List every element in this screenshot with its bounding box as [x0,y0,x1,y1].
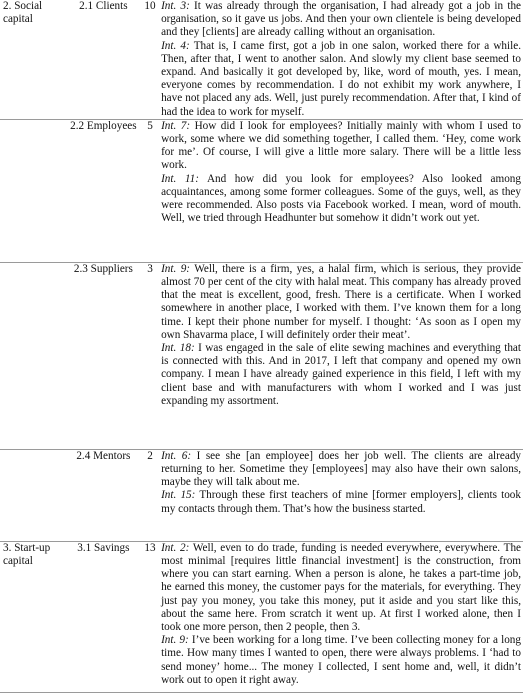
interview-label: Int. 6: [161,449,192,462]
category-cell: 3. Start-up capital [0,541,64,692]
quote [161,120,521,173]
quotes-cell [157,119,523,262]
category-cell [0,119,64,262]
count-cell: 2 [143,449,157,541]
table-row [0,449,523,541]
quote [161,342,521,408]
quotes-cell [157,262,523,449]
quotes-cell [157,0,523,119]
interview-label: Int. 3: [161,0,190,12]
subcategory-cell: 3.1 Savings [64,541,143,692]
quote-text: I was engaged in the sale of elite sewing machines and everything that is connected with this. And in 2017, I left that company and opened my own company. I mean I have already gained experience in this field, I left with my client base and with manufacturers with whom I worked and I was just expanding my assortment. [161,342,521,407]
quote [161,634,521,687]
category-cell [0,262,64,449]
subcategory-cell: 2.3 Suppliers [64,262,143,449]
quote [161,450,521,490]
interview-label: Int. 7: [161,119,191,132]
interview-label: Int. 15: [161,489,196,502]
table-row [0,541,523,692]
quote [161,263,521,342]
quote-text: Well, even to do trade, funding is needed everywhere, everywhere. The most minimal [requires little financial investment] is the construction, from where you can start earning. When a person is alone, he takes a part-time job, he earned this money, the customer pays for the materials, for everything. They just pay you money, you take this money, put it aside and you start like this, about the same here. From scratch it went up. At first I worked alone, then I took one more person, then 2 people, then 3. [161,541,521,634]
quotes-cell [157,449,523,541]
table-row [0,119,523,262]
quote-text: And how did you look for employees? Also looked among acquaintances, among some former colleagues. Some of the guys, well, as they were recommended. Also posts via Facebook worked. I mean, word of mouth. Well, we tried through Headhunter but somehow it didn’t work out yet. [161,172,521,225]
category-cell [0,449,64,541]
quote [161,40,521,119]
quote-text: That is, I came first, got a job in one salon, worked there for a while. Then, after that, I went to another salon. And slowly my client base seemed to expand. And basically it got developed by, like, word of mouth, yes. I mean, everyone comes by recommendation. I do not exhibit my work anywhere, I have not placed any ads. Well, just purely recommendation. After that, I kind of had the idea to work for myself. [161,39,521,118]
quote [161,0,521,40]
subcategory-cell: 2.4 Mentors [64,449,143,541]
quote-text: I see she [an employee] does her job well. The clients are already returning to her. Sometime they [employees] may also have their own salons, maybe they will talk about me. [161,449,522,489]
quote-text: I’ve been working for a long time. I’ve been collecting money for a long time. How many times I wanted to open, there were always problems. I ‘had to send money’ home... The money I collected, I sent home and, well, it didn’t work out to open it right away. [161,634,521,686]
quote-text: Well, there is a firm, yes, a halal firm, which is serious, they provide almost 70 per cent of the city with halal meat. This company has already proved that the meat is excellent, good, fresh. There is a certificate. When I worked somewhere in another place, I worked with them. I’ve known them for a long time. I kept their phone number for myself. I thought: ‘As soon as I open my own Shavarma place, I will definitely order their meat’. [161,262,521,341]
subcategory-cell: 2.2 Employees [64,119,143,262]
interview-label: Int. 9: [161,634,189,647]
category-cell: 2. Social capital [0,0,64,119]
quote-text: Through these first teachers of mine [former employers], clients took my contacts through them. That’s how the business started. [161,489,521,515]
table-row [0,262,523,449]
table-row [0,0,523,119]
quote-text: It was already through the organisation, I had already got a job in the organisation, so it gave us jobs. And then your own clientele is being developed and they [clients] are already calling without an organisation. [161,0,522,39]
count-cell: 10 [143,0,157,119]
count-cell: 3 [143,262,157,449]
count-cell: 5 [143,119,157,262]
interview-label: Int. 2: [161,541,190,554]
quote [161,173,521,226]
quotes-cell [157,541,523,692]
quote-text: How did I look for employees? Initially mainly with whom I used to work, some where we did something together, I called them. ‘Hey, come work for me’. Of course, I will give a little more salary. There will be a little less work. [161,119,521,172]
interview-label: Int. 11: [161,172,199,185]
quote [161,489,521,515]
quote [161,542,521,634]
count-cell: 13 [143,541,157,692]
interview-label: Int. 18: [161,342,195,355]
interview-label: Int. 4: [161,39,190,52]
interview-label: Int. 9: [161,262,191,275]
subcategory-cell: 2.1 Clients [64,0,143,119]
